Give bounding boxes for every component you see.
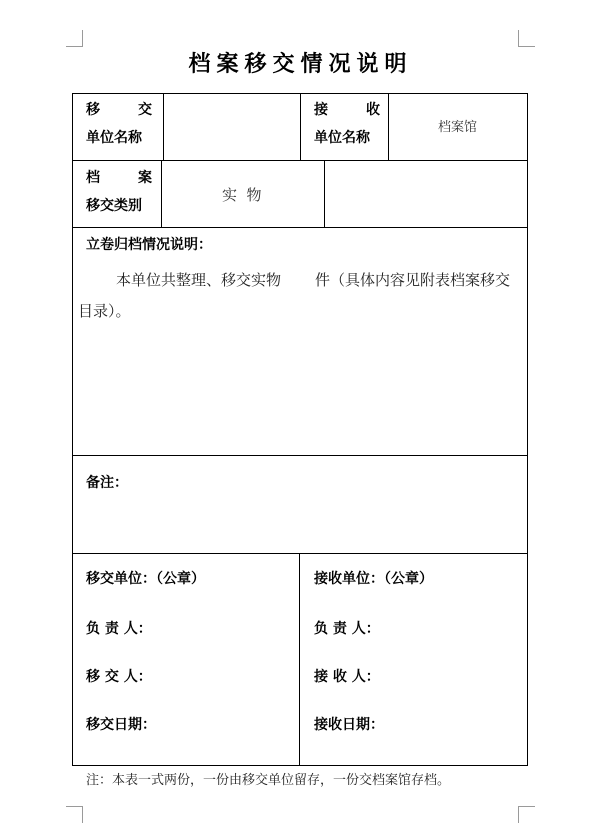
corner-mark-bottom-left xyxy=(66,806,83,823)
table-col-divider xyxy=(299,553,300,765)
category-value[interactable]: 实 物 xyxy=(222,186,262,204)
receive-unit-label: 接 收 单位名称 xyxy=(314,102,380,146)
receive-date-label: 接收日期： xyxy=(314,717,384,733)
receive-responsible-label: 负 责 人： xyxy=(314,621,380,637)
table-row-divider xyxy=(72,227,528,228)
transfer-responsible-label: 负 责 人： xyxy=(86,621,152,637)
table-col-divider xyxy=(324,160,325,227)
table-col-divider xyxy=(388,93,389,160)
transfer-person-label: 移 交 人： xyxy=(86,669,152,685)
table-col-divider xyxy=(300,93,301,160)
filing-description xyxy=(78,265,524,327)
filing-heading: 立卷归档情况说明： xyxy=(86,237,212,253)
table-row-divider xyxy=(72,455,528,456)
receive-unit-value[interactable]: 档案馆 xyxy=(438,120,478,135)
receive-unit-seal-label: 接收单位：（公章） xyxy=(314,571,433,587)
transfer-unit-label: 移 交 单位名称 xyxy=(86,102,152,146)
category-label: 档 案 移交类别 xyxy=(86,170,152,214)
filing-text-2: 件（具体内容见附表档案 xyxy=(315,271,481,289)
transfer-date-label: 移交日期： xyxy=(86,717,156,733)
filing-text-1: 本单位共整理、移交实物 xyxy=(116,271,282,289)
footnote: 注：本表一式两份，一份由移交单位留存，一份交档案馆存档。 xyxy=(86,773,451,788)
page-title: 档案移交情况说明 xyxy=(188,52,413,77)
remarks-label: 备注： xyxy=(86,475,128,491)
table-col-divider xyxy=(161,160,162,227)
corner-mark-top-left xyxy=(66,30,83,47)
table-col-divider xyxy=(163,93,164,160)
corner-mark-bottom-right xyxy=(518,806,535,823)
table-row-divider xyxy=(72,553,528,554)
filing-text-3: 移交目录）。 xyxy=(78,271,511,320)
corner-mark-top-right xyxy=(518,30,535,47)
table-border-right xyxy=(527,93,528,766)
transfer-form-table xyxy=(72,93,528,766)
table-border-bottom xyxy=(72,765,528,766)
table-border-left xyxy=(72,93,73,766)
receive-person-label: 接 收 人： xyxy=(314,669,380,685)
transfer-unit-seal-label: 移交单位：（公章） xyxy=(86,571,205,587)
table-row-divider xyxy=(72,160,528,161)
